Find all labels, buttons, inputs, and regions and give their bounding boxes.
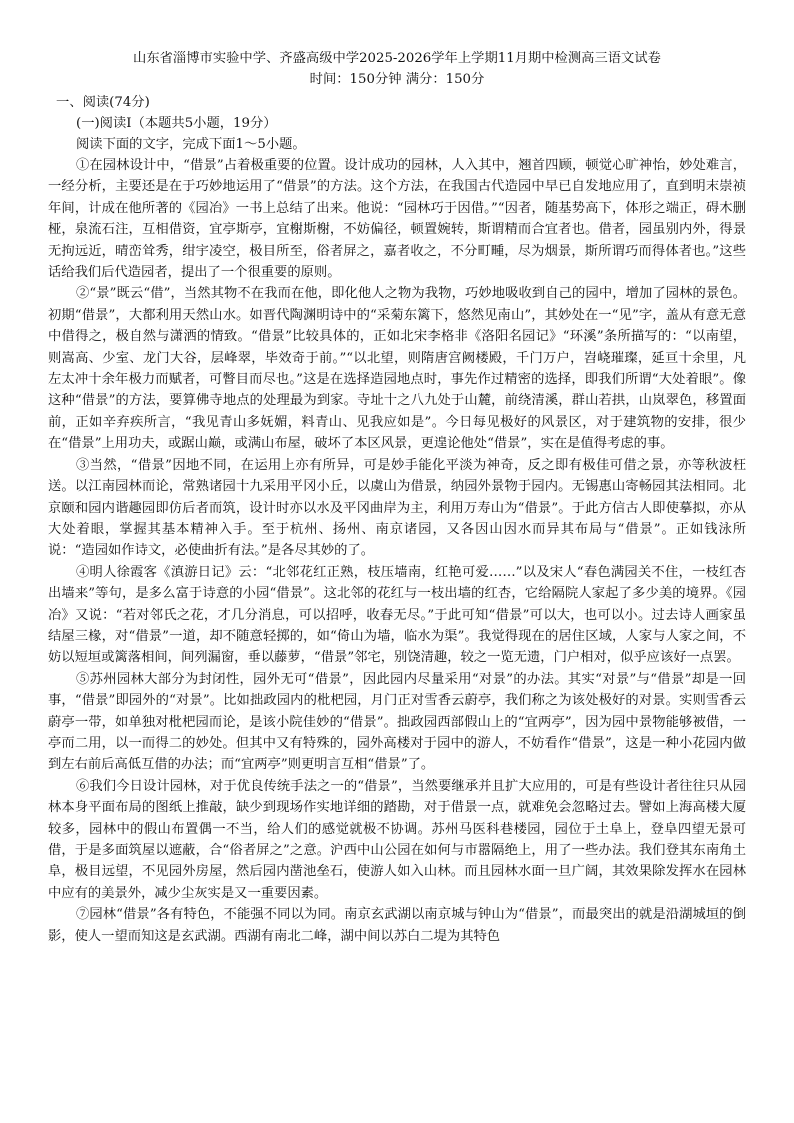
exam-time-score: 时间：150分钟 满分：150分: [309, 72, 485, 87]
paragraph-3: ③当然，“借景”因地不同，在运用上亦有所异，可是妙手能化平淡为神奇，反之即有极佳可借之景，亦等秋波枉送。以江南园林而论，常熟诸园十九采用平冈小丘，以虞山为借景，纳园外景物于园内。无锡惠山寄畅园其法相同。北京颐和园内谐趣园即仿后者而筑，设计时亦以水及平冈曲岸为主，利用万寿山为“借景”。于此方信古人即使摹拟，亦从大处着眼，掌握其基本精神入手。至于杭州、扬州、南京诸园，又各因山因水而异其布局与“借景”。正如钱泳所说：“造园如作诗文，必使曲折有法。”是各尽其妙的了。: [48, 457, 746, 559]
exam-title: 山东省淄博市实验中学、齐盛高级中学2025-2026学年上学期11月期中检测高三语文试卷: [133, 51, 661, 66]
paragraph-1: ①在园林设计中，“借景”占着极重要的位置。设计成功的园林，人入其中，翘首四顾，顿觉心旷神怡，妙处难言，一经分析，主要还是在于巧妙地运用了“借景”的方法。这个方法，在我国古代造园中早已自发地应用了，直到明末崇祯年间，计成在他所著的《园冶》一书上总结了出来。他说：“园林巧于因借。”“因者，随基势高下，体形之端正，碍木删桠，泉流石注，互相借资，宜亭斯亭，宜榭斯榭，不妨偏径，顿置婉转，斯谓精而合宜者也。借者，园虽别内外，得景无拘远近，晴峦耸秀，绀宇凌空，极目所至，俗者屏之，嘉者收之，不分町畽，尽为烟景，斯所谓巧而得体者也。”这些话给我们后代造园者，提出了一个很重要的原则。: [48, 158, 746, 281]
paragraph-4: ④明人徐霞客《滇游日记》云：“北邻花红正熟，枝压墙南，红艳可爱……”以及宋人“春色满园关不住，一枝红杏出墙来”等句，是多么富于诗意的小园“借景”。这北邻的花红与一枝出墙的红杏，它给隔院人家起了多少美的境界。《园冶》又说：“若对邻氏之花，才几分消息，可以招呼，收春无尽。”于此可知“借景”可以大，也可以小。过去诗人画家虽结屋三椽，对“借景”一道，却不随意轻掷的，如“倚山为墙，临水为渠”。我觉得现在的居住区域，人家与人家之间，不妨以短垣或篱落相间，间列漏窗，垂以藤萝，“借景”邻宅，别饶清趣，较之一览无遗，门户相对，似乎应该好一点罢。: [48, 564, 746, 666]
paragraph-6: ⑥我们今日设计园林，对于优良传统手法之一的“借景”，当然要继承并且扩大应用的，可是有些设计者往往只从园林本身平面布局的图纸上推敲，缺少到现场作实地详细的踏勘，对于借景一点，就难免会忽略过去。譬如上海高楼大厦较多，园林中的假山布置偶一不当，给人们的感觉就极不协调。苏州马医科巷楼园，园位于土阜上，登阜四望无景可借，于是多面筑屋以遮蔽，合“俗者屏之”之意。沪西中山公园在如何与市嚣隔绝上，用了一些办法。我们登其东南角土阜，极目远望，不见园外房屋，然后园内凿池垒石，使游人如入山林。而且园林水面一旦广阔，其效果除发挥水在园林中应有的美景外，减少尘灰实是又一重要因素。: [48, 778, 746, 901]
reading-instruction: 阅读下面的文字，完成下面1～5小题。: [76, 137, 306, 152]
paragraph-7: ⑦园林“借景”各有特色，不能强不同以为同。南京玄武湖以南京城与钟山为“借景”，而最突出的就是沿湖城垣的倒影，使人一望而知这是玄武湖。西湖有南北二峰，湖中间以苏白二堤为其特色: [48, 907, 746, 944]
section-heading: 一、阅读(74分): [56, 95, 150, 110]
subsection-heading: (一)阅读Ⅰ（本题共5小题，19分）: [76, 116, 277, 131]
paragraph-5: ⑤苏州园林大部分为封闭性，园外无可“借景”，因此园内尽量采用“对景”的办法。其实“对景”与“借景”却是一回事，“借景”即园外的“对景”。比如拙政园内的枇杷园，月门正对雪香云蔚亭，我们称之为该处极好的对景。实则雪香云蔚亭一带，如单独对枇杷园而论，是该小院佳妙的“借景”。拙政园西部假山上的“宜两亭”，因为园中景物能够被借，一亭而二用，以一而得二的妙处。但其中又有特殊的，园外高楼对于园中的游人，不妨看作“借景”，这是一种小花园内做到左右前后高低互借的办法；而“宜两亭”则更明言互相“借景”了。: [48, 671, 746, 773]
paragraph-2: ②“景”既云“借”，当然其物不在我而在他，即化他人之物为我物，巧妙地吸收到自己的园中，增加了园林的景色。初期“借景”，大都利用天然山水。如晋代陶渊明诗中的“采菊东篱下，悠然见南山”，其妙处在一“见”字，盖从有意无意中借得之，极自然与潇洒的情致。“借景”比较具体的，正如北宋李格非《洛阳名园记》“环溪”条所描写的：“以南望，则嵩高、少室、龙门大谷，层峰翠，毕效奇于前。”“以北望，则隋唐宫阙楼殿，千门万户，岧峣璀璨，延亘十余里，凡左太冲十余年极力而赋者，可瞥目而尽也。”这是在选择造园地点时，事先作过精密的选择，即我们所谓“大处着眼”。像这种“借景”的方法，要算佛寺地点的处理最为到家。寺址十之八九处于山麓，前绕清溪，群山若拱，山岚翠色，移置面前，正如辛弃疾所言，“我见青山多妩媚，料青山、见我应如是”。今日每见极好的风景区，对于建筑物的安排，很少在“借景”上用功夫，或踞山巅，或满山布屋，破坏了本区风景，更遑论他处“借景”，实在是值得考虑的事。: [48, 286, 746, 452]
